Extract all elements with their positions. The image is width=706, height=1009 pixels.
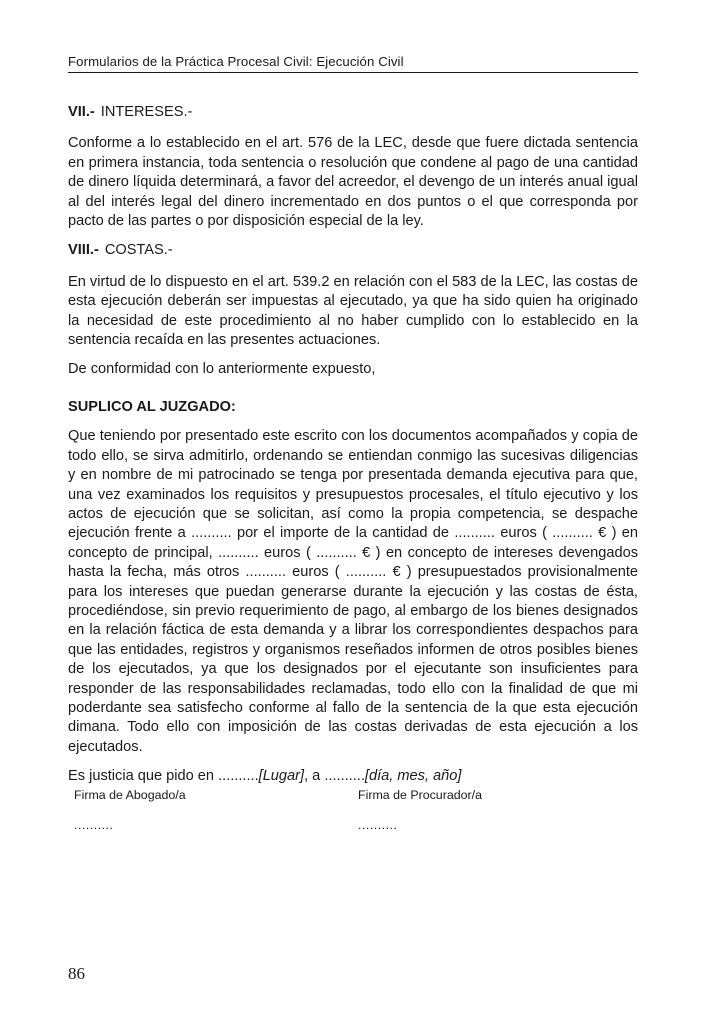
section-number: VII.- (68, 104, 95, 120)
signature-abogado (74, 788, 186, 832)
closing-place: [Lugar] (258, 768, 305, 785)
section-heading-intereses (68, 103, 638, 122)
closing-prefix: Es justicia que pido en .......... (68, 768, 259, 785)
signature-procurador-label: Firma de Procurador/a (358, 788, 482, 802)
costas-paragraph: En virtud de lo dispuesto en el art. 539.2 en relación con el 583 de la LEC, las costas de esta ejecución deberán ser impuestas al ejecutado, ya que ha sido quien ha originado la necesidad de este procedimiento al no haber cumplido con lo establecido en la sentencia recaída en las presentes actuaciones. (68, 273, 638, 349)
suplico-paragraph: Que teniendo por presentado este escrito con los documentos acompañados y copia de todo ello, se sirva admitirlo, ordenando se entiendan conmigo las sucesivas diligencias y en nombre de mi patrocinado se tenga por presentada demanda ejecutiva para que, una vez examinados los requisitos y presupuestos procesales, el título ejecutivo y los actos de ejecución que se solicitan, así como la propia competencia, se despache ejecución frente a .......... por el importe de la cantidad de .......... euros ( .......... € ) en concepto de principal, .......... euros ( .......... € ) en concepto de intereses devengados hasta la fecha, más otros .......... euros ( .......... € ) presupuestados provisionalmente para los intereses que puedan generarse durante la ejecución y las costas de ésta, procediéndose, sin previo requerimiento de pago, al embargo de los bienes designados en la relación fáctica de esta demanda y a librar los correspondientes despachos para que las entidades, registros y organismos reseñados informen de otros posibles bienes de los ejecutados, ya que los designados por el ejecutante son insuficientes para responder de las responsabilidades reclamadas, todo ello con la finalidad de que mi poderdante sea satisfecho conforme al fallo de la sentencia de la que esta ejecución dimana. Todo ello con imposición de las costas derivadas de esta ejecución a los ejecutados. (68, 428, 638, 755)
section-title: COSTAS.- (104, 242, 173, 259)
signature-block (74, 788, 634, 848)
closing-middle: , a .......... (304, 768, 365, 785)
document-page (68, 0, 638, 1009)
page-number: 86 (68, 964, 85, 983)
running-header: Formularios de la Práctica Procesal Civil: Ejecución Civil (68, 54, 638, 73)
suplico-heading: SUPLICO AL JUZGADO: (68, 398, 236, 415)
section-number: VIII.- (68, 242, 99, 259)
section-title: INTERESES.- (100, 104, 193, 120)
document-body (68, 103, 638, 787)
signature-abogado-dots: .......... (74, 818, 114, 832)
intereses-paragraph: Conforme a lo establecido en el art. 576 de la LEC, desde que fuere dictada sentencia en primera instancia, toda sentencia o resolución que condene al pago de una cantidad de dinero líquida determinará, a favor del acreedor, el devengo de un interés anual igual al del interés legal del dinero incrementado en dos puntos o el que corresponda por pacto de las partes o por disposición especial de la ley. (68, 135, 638, 230)
closing-date: [día, mes, año] (364, 768, 462, 785)
conformidad-paragraph: De conformidad con lo anteriormente expuesto, (68, 361, 376, 378)
signature-procurador-dots: .......... (358, 818, 398, 832)
closing-line (68, 767, 638, 786)
signature-abogado-label: Firma de Abogado/a (74, 788, 186, 802)
signature-procurador (358, 788, 482, 832)
section-heading-costas (68, 241, 638, 260)
